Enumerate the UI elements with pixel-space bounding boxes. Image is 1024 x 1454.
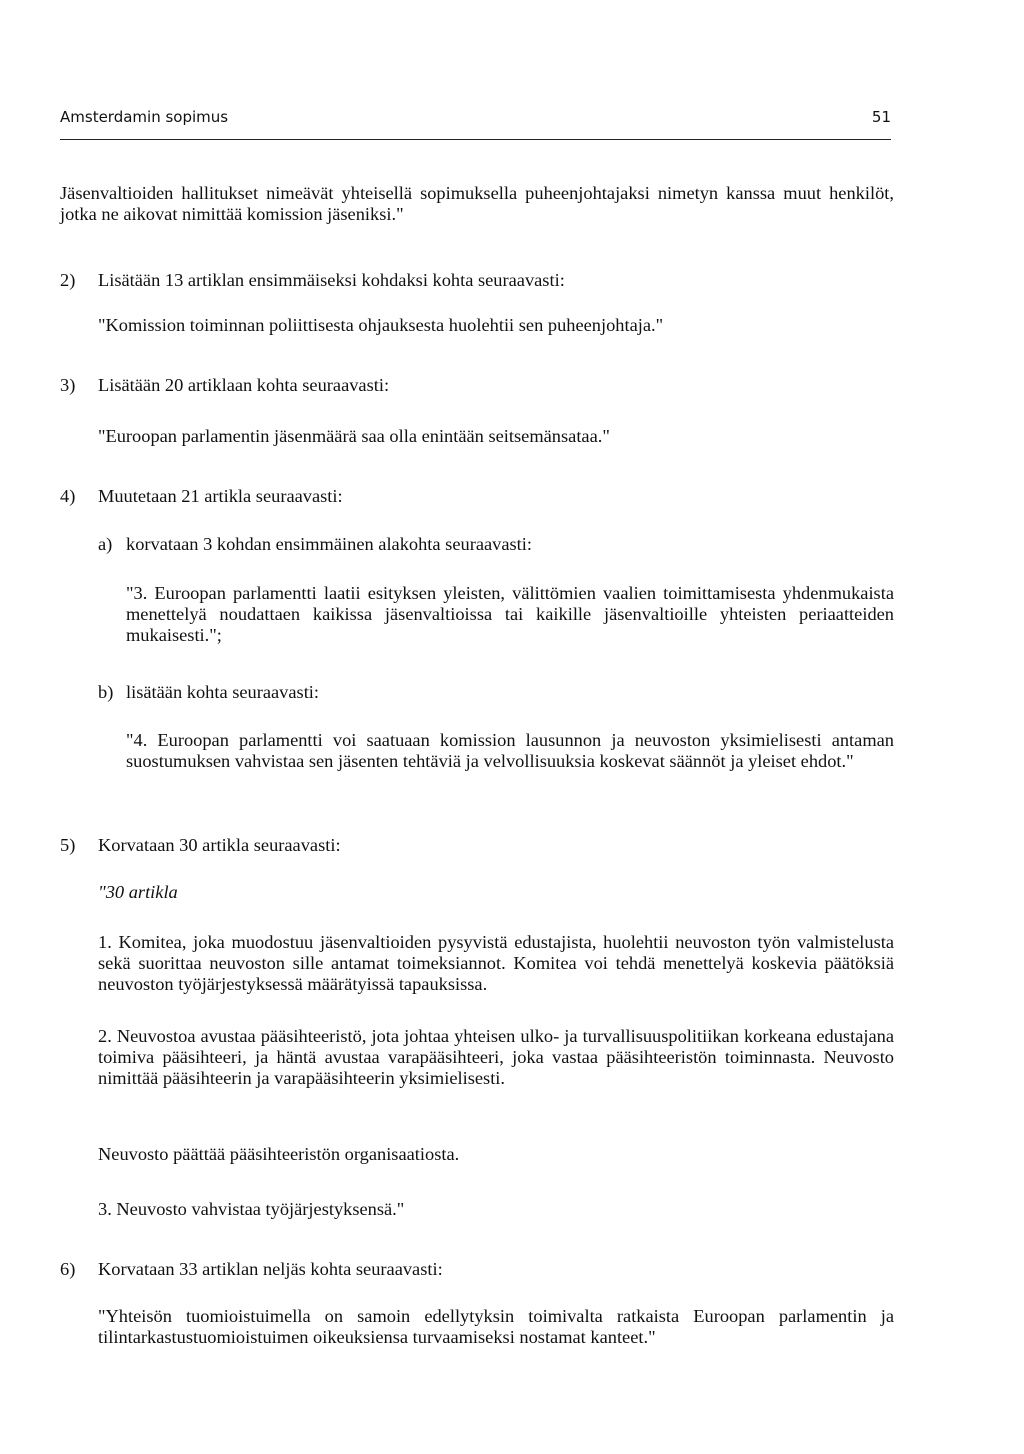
article-30-paragraph-3: Neuvosto päättää pääsihteeristön organisaatiosta. <box>98 1144 460 1164</box>
item-4b-letter: b) <box>98 682 114 702</box>
item-4 <box>60 486 894 507</box>
item-4a-letter: a) <box>98 534 113 554</box>
item-4-text: Muutetaan 21 artikla seuraavasti: <box>98 486 343 506</box>
item-5-text: Korvataan 30 artikla seuraavasti: <box>98 835 341 855</box>
item-6-number: 6) <box>60 1259 76 1279</box>
item-3-quote: "Euroopan parlamentin jäsenmäärä saa olla enintään seitsemänsataa." <box>98 426 610 446</box>
item-3-number: 3) <box>60 375 76 395</box>
item-6 <box>60 1259 894 1280</box>
item-4a-quote: "3. Euroopan parlamentti laatii esityksen yleisten, välittömien vaalien toimittamisesta yhdenmukaista menettelyä noudattaen kaikissa jäsenvaltioissa tai kaikille jäsenvaltioille yhteisten periaatteiden mukaisesti."; <box>126 583 894 645</box>
item-2-number: 2) <box>60 270 76 290</box>
article-30-paragraph-2: 2. Neuvostoa avustaa pääsihteeristö, jota johtaa yhteisen ulko- ja turvallisuuspolitiikan korkeana edustajana toimiva pääsihteeri, ja häntä avustaa varapääsihteeri, joka vastaa pääsihteeristön toiminnasta. Neuvosto nimittää pääsihteerin ja varapääsihteerin yksimielisesti. <box>98 1026 894 1088</box>
item-3 <box>60 375 894 396</box>
header-rule <box>60 139 891 140</box>
article-30-heading: "30 artikla <box>98 882 178 902</box>
intro-paragraph: Jäsenvaltioiden hallitukset nimeävät yhteisellä sopimuksella puheenjohtajaksi nimetyn kanssa muut henkilöt, jotka ne aikovat nimittää komission jäseniksi." <box>60 183 894 224</box>
item-3-text: Lisätään 20 artiklaan kohta seuraavasti: <box>98 375 390 395</box>
item-4a-text: korvataan 3 kohdan ensimmäinen alakohta seuraavasti: <box>126 534 532 554</box>
item-5 <box>60 835 894 856</box>
page-number: 51 <box>871 108 891 126</box>
item-6-quote: "Yhteisön tuomioistuimella on samoin edellytyksin toimivalta ratkaista Euroopan parlamentin ja tilintarkastustuomioistuimen oikeuksiensa turvaamiseksi nostamat kanteet." <box>98 1306 894 1347</box>
document-title: Amsterdamin sopimus <box>60 108 229 126</box>
item-4a <box>98 534 894 555</box>
item-2 <box>60 270 894 291</box>
page-header <box>60 108 891 130</box>
item-4b <box>98 682 894 703</box>
item-4b-text: lisätään kohta seuraavasti: <box>126 682 320 702</box>
item-5-number: 5) <box>60 835 76 855</box>
item-4b-quote: "4. Euroopan parlamentti voi saatuaan komission lausunnon ja neuvoston yksimielisesti antaman suostumuksen vahvistaa sen jäsenten tehtäviä ja velvollisuuksia koskevat säännöt ja yleiset ehdot." <box>126 730 894 771</box>
item-2-text: Lisätään 13 artiklan ensimmäiseksi kohdaksi kohta seuraavasti: <box>98 270 565 290</box>
article-30-paragraph-4: 3. Neuvosto vahvistaa työjärjestyksensä." <box>98 1199 405 1219</box>
item-6-text: Korvataan 33 artiklan neljäs kohta seuraavasti: <box>98 1259 443 1279</box>
article-30-paragraph-1: 1. Komitea, joka muodostuu jäsenvaltioiden pysyvistä edustajista, huolehtii neuvoston työn valmistelusta sekä suorittaa neuvoston sille antamat toimeksiannot. Komitea voi tehdä menettelyä koskevia päätöksiä neuvoston työjärjestyksessä määrätyissä tapauksissa. <box>98 932 894 994</box>
item-2-quote: "Komission toiminnan poliittisesta ohjauksesta huolehtii sen puheenjohtaja." <box>98 315 664 335</box>
item-4-number: 4) <box>60 486 76 506</box>
